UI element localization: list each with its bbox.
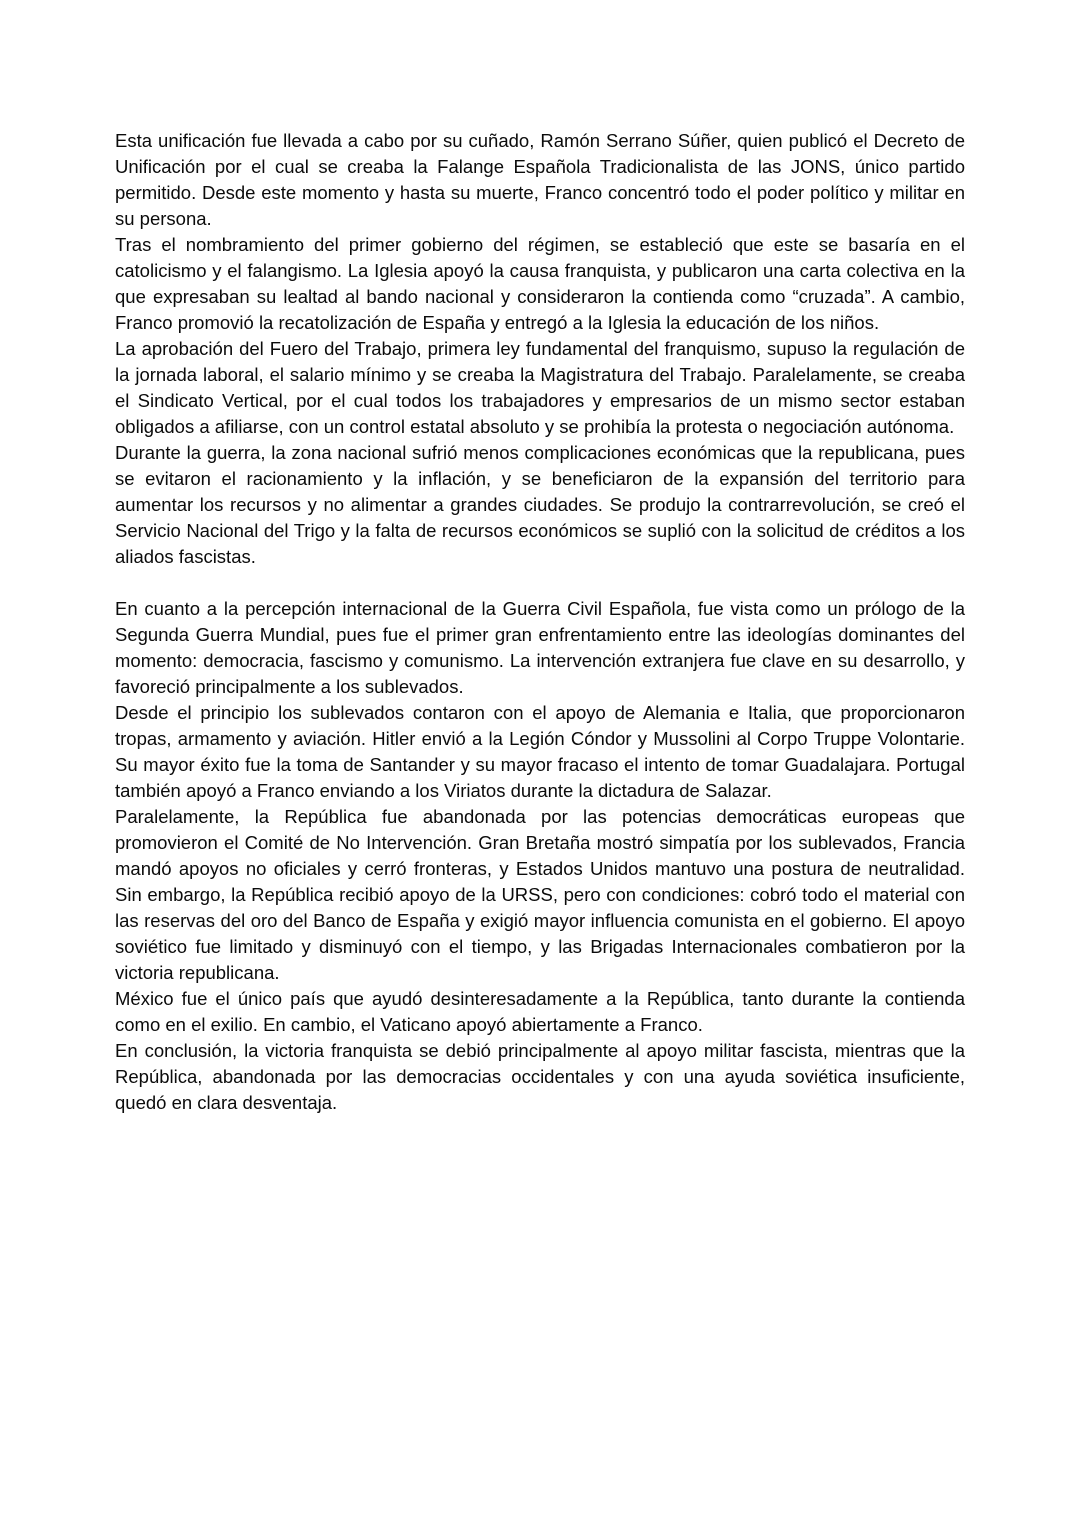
- paragraph-republic-abandoned: Paralelamente, la República fue abandonada por las potencias democráticas europeas que promovieron el Comité de No Intervención. Gran Bretaña mostró simpatía por los sublevados, Francia mandó apoyos no oficiales y cerró fronteras, y Estados Unidos mantuvo una postura de neutralidad. Sin embargo, la República recibió apoyo de la URSS, pero con condiciones: cobró todo el material con las reservas del oro del Banco de España y exigió mayor influencia comunista en el gobierno. El apoyo soviético fue limitado y disminuyó con el tiempo, y las Brigadas Internacionales combatieron por la victoria republicana.: [115, 806, 965, 983]
- paragraph-mexico-vatican: México fue el único país que ayudó desinteresadamente a la República, tanto durante la contienda como en el exilio. En cambio, el Vaticano apoyó abiertamente a Franco.: [115, 988, 965, 1035]
- paragraph-first-government-church: Tras el nombramiento del primer gobierno del régimen, se estableció que este se basaría en el catolicismo y el falangismo. La Iglesia apoyó la causa franquista, y publicaron una carta colectiva en la que expresaban su lealtad al bando nacional y consideraron la contienda como “cruzada”. A cambio, Franco promovió la recatolización de España y entregó a la Iglesia la educación de los niños.: [115, 234, 965, 333]
- paragraph-fuero-del-trabajo: La aprobación del Fuero del Trabajo, primera ley fundamental del franquismo, supuso la regulación de la jornada laboral, el salario mínimo y se creaba la Magistratura del Trabajo. Paralelamente, se creaba el Sindicato Vertical, por el cual todos los trabajadores y empresarios de un mismo sector estaban obligados a afiliarse, con un control estatal absoluto y se prohibía la protesta o negociación autónoma.: [115, 338, 965, 437]
- paragraph-conclusion: En conclusión, la victoria franquista se debió principalmente al apoyo militar fascista, mientras que la República, abandonada por las democracias occidentales y con una ayuda soviética insuficiente, quedó en clara desventaja.: [115, 1040, 965, 1113]
- document-body: [115, 128, 965, 1116]
- paragraph-unification-decree: Esta unificación fue llevada a cabo por su cuñado, Ramón Serrano Súñer, quien publicó el Decreto de Unificación por el cual se creaba la Falange Española Tradicionalista de las JONS, único partido permitido. Desde este momento y hasta su muerte, Franco concentró todo el poder político y militar en su persona.: [115, 130, 965, 229]
- paragraph-international-perception: En cuanto a la percepción internacional de la Guerra Civil Española, fue vista como un prólogo de la Segunda Guerra Mundial, pues fue el primer gran enfrentamiento entre las ideologías dominantes del momento: democracia, fascismo y comunismo. La intervención extranjera fue clave en su desarrollo, y favoreció principalmente a los sublevados.: [115, 598, 965, 697]
- paragraph-axis-support: Desde el principio los sublevados contaron con el apoyo de Alemania e Italia, que proporcionaron tropas, armamento y aviación. Hitler envió a la Legión Cóndor y Mussolini al Corpo Truppe Volontarie. Su mayor éxito fue la toma de Santander y su mayor fracaso el intento de tomar Guadalajara. Portugal también apoyó a Franco enviando a los Viriatos durante la dictadura de Salazar.: [115, 702, 965, 801]
- paragraph-war-economy: Durante la guerra, la zona nacional sufrió menos complicaciones económicas que la republicana, pues se evitaron el racionamiento y la inflación, y se beneficiaron de la expansión del territorio para aumentar los recursos y no alimentar a grandes ciudades. Se produjo la contrarrevolución, se creó el Servicio Nacional del Trigo y la falta de recursos económicos se suplió con la solicitud de créditos a los aliados fascistas.: [115, 442, 965, 567]
